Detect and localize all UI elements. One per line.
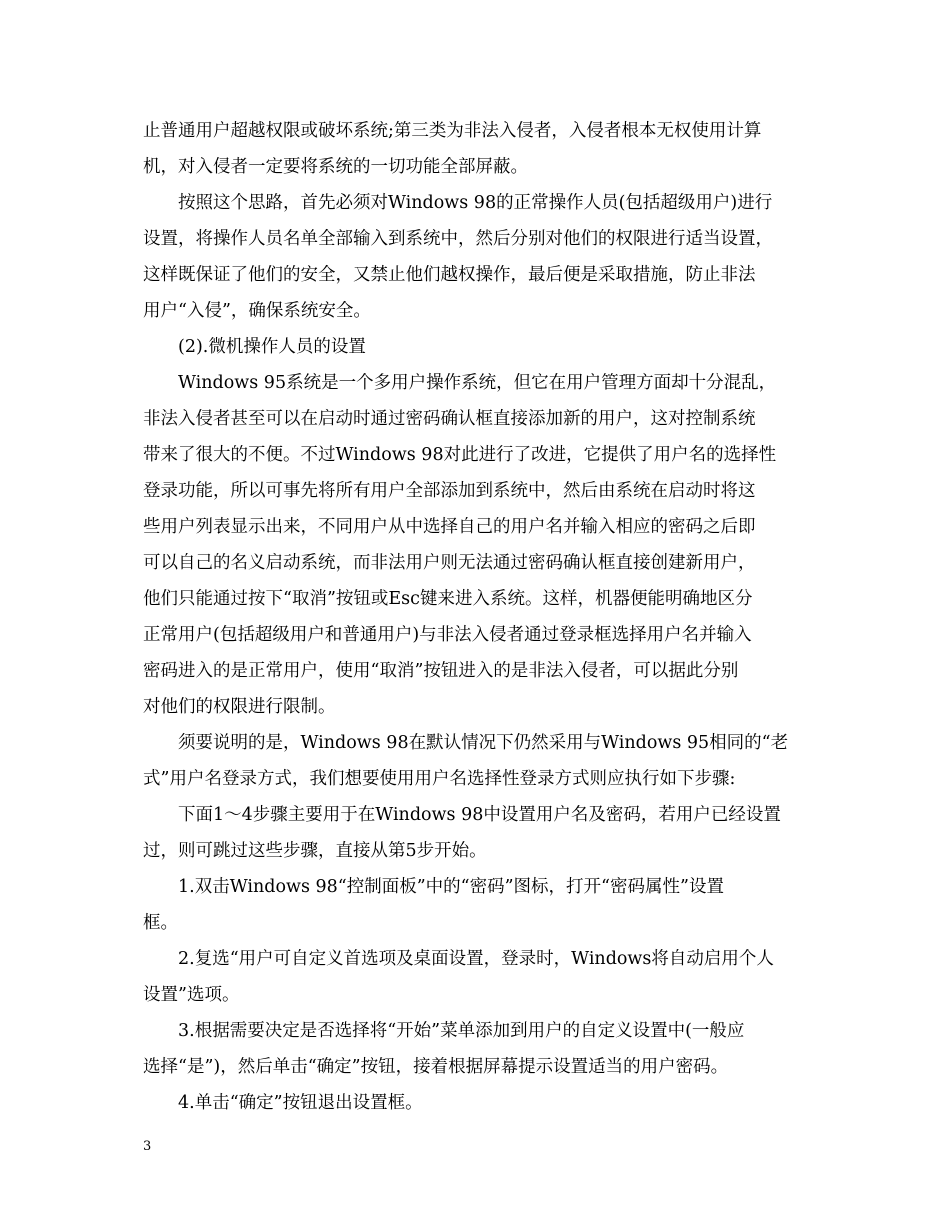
text-line: 按照这个思路，首先必须对Windows 98的正常操作人员(包括超级用户)进行 — [178, 193, 773, 213]
section-heading: (2).微机操作人员的设置 — [178, 337, 366, 357]
text-line: 用户“入侵”，确保系统安全。 — [143, 301, 371, 321]
text-line: 须要说明的是，Windows 98在默认情况下仍然采用与Windows 95相同的“老 — [178, 733, 789, 753]
list-item: 1.双击Windows 98“控制面板”中的“密码”图标，打开“密码属性”设置 — [178, 877, 724, 897]
text-line: 可以自己的名义启动系统，而非法用户则无法通过密码确认框直接创建新用户， — [143, 553, 756, 573]
text-line: 设置”选项。 — [143, 985, 240, 1005]
text-line: 这样既保证了他们的安全，又禁止他们越权操作，最后便是采取措施，防止非法 — [143, 265, 756, 285]
text-line: 设置，将操作人员名单全部输入到系统中，然后分别对他们的权限进行适当设置， — [143, 229, 773, 249]
text-line: 止普通用户超越权限或破坏系统;第三类为非法入侵者，入侵者根本无权使用计算 — [143, 121, 762, 141]
text-line: 式”用户名登录方式，我们想要使用用户名选择性登录方式则应执行如下步骤: — [143, 769, 736, 789]
text-line: 机，对入侵者一定要将系统的一切功能全部屏蔽。 — [143, 157, 528, 177]
page-number: 3 — [143, 1139, 152, 1154]
text-line: 正常用户(包括超级用户和普通用户)与非法入侵者通过登录框选择用户名并输入 — [143, 625, 752, 645]
text-line: 些用户列表显示出来，不同用户从中选择自己的用户名并输入相应的密码之后即 — [143, 517, 756, 537]
text-line: 非法入侵者甚至可以在启动时通过密码确认框直接添加新的用户，这对控制系统 — [143, 409, 756, 429]
text-line: 选择“是”)，然后单击“确定”按钮，接着根据屏幕提示设置适当的用户密码。 — [143, 1057, 729, 1077]
list-item: 2.复选“用户可自定义首选项及桌面设置，登录时，Windows将自动启用个人 — [178, 949, 774, 969]
text-line: Windows 95系统是一个多用户操作系统，但它在用户管理方面却十分混乱， — [178, 373, 777, 393]
text-line: 他们只能通过按下“取消”按钮或Esc键来进入系统。这样，机器便能明确地区分 — [143, 589, 753, 609]
text-line: 对他们的权限进行限制。 — [143, 697, 336, 717]
text-line: 过，则可跳过这些步骤，直接从第5步开始。 — [143, 841, 487, 861]
text-line: 登录功能，所以可事先将所有用户全部添加到系统中，然后由系统在启动时将这 — [143, 481, 756, 501]
text-line: 下面1～4步骤主要用于在Windows 98中设置用户名及密码，若用户已经设置 — [178, 805, 781, 825]
list-item: 3.根据需要决定是否选择将“开始”菜单添加到用户的自定义设置中(一般应 — [178, 1021, 745, 1041]
list-item: 4.单击“确定”按钮退出设置框。 — [178, 1093, 423, 1113]
text-line: 密码进入的是正常用户，使用“取消”按钮进入的是非法入侵者，可以据此分别 — [143, 661, 739, 681]
text-line: 框。 — [143, 913, 178, 933]
text-line: 带来了很大的不便。不过Windows 98对此进行了改进，它提供了用户名的选择性 — [143, 445, 777, 465]
